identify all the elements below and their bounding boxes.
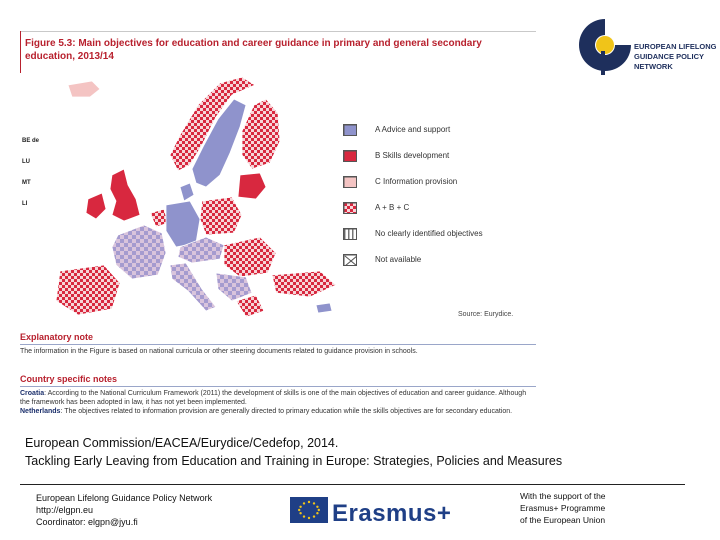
map-region-iceland [68, 81, 100, 97]
footer-divider [20, 484, 685, 485]
country-label-netherlands: Netherlands [20, 408, 61, 415]
map-region-germany [166, 201, 200, 247]
legend-swatch-information [343, 176, 357, 188]
section-divider [20, 386, 536, 387]
country-notes-text [20, 389, 536, 416]
legend-item [343, 176, 533, 202]
legend-item [343, 124, 533, 150]
map-region-cyprus [316, 303, 332, 313]
elgpn-logo-text [634, 42, 720, 72]
map-inset-labels [22, 138, 44, 222]
footer-url-link[interactable]: http://elgpn.eu [36, 505, 94, 515]
legend-label: C Information provision [375, 177, 458, 186]
citation-line: Tackling Early Leaving from Education and Training in Europe: Strategies, Policies and Measures [25, 454, 563, 468]
inset-label: BE de [22, 138, 40, 144]
inset-label: MT [22, 180, 31, 186]
support-line: Erasmus+ Programme [520, 503, 606, 513]
map-region-iberia [56, 265, 120, 315]
country-note-croatia: : According to the National Curriculum Framework (2011) the development of skills is one of the main objectives of education and career guidance. Although the framework has been adopted in law, it has not yet been implemented. [20, 390, 527, 406]
country-notes-heading: Country specific notes [20, 374, 118, 384]
footer-org-info [36, 492, 212, 528]
figure-title: Figure 5.3: Main objectives for education and career guidance in primary and general secondary education, 2013/14 [25, 38, 482, 62]
citation [25, 434, 705, 470]
map-region-italy [170, 263, 216, 311]
legend-swatch-advice [343, 124, 357, 136]
footer-org-name: European Lifelong Guidance Policy Network [36, 493, 213, 503]
title-accent-bar [20, 31, 21, 73]
elgpn-logo-icon [575, 15, 635, 82]
footer-coordinator: Coordinator: elgpn@jyu.fi [36, 517, 138, 527]
map-region-greece [236, 295, 264, 317]
figure-source: Source: Eurydice. [458, 311, 514, 318]
country-label-croatia: Croatia [20, 390, 45, 397]
eu-flag-icon [290, 497, 328, 528]
map-legend [343, 124, 533, 280]
map-region-france [112, 225, 166, 279]
legend-swatch-none [343, 228, 357, 240]
legend-item [343, 254, 533, 280]
support-line: With the support of the [520, 491, 606, 501]
map-region-denmark [180, 183, 194, 201]
support-line: of the European Union [520, 515, 606, 525]
logo-line: GUIDANCE POLICY [634, 52, 705, 61]
legend-label: B Skills development [375, 151, 450, 160]
legend-swatch-not-available [343, 254, 357, 266]
legend-label: No clearly identified objectives [375, 229, 483, 238]
logo-line: NETWORK [634, 62, 673, 71]
erasmus-logo-text: Erasmus+ [332, 500, 452, 527]
section-divider [20, 344, 536, 345]
inset-label: LU [22, 159, 30, 165]
legend-swatch-combined [343, 202, 357, 214]
legend-label: A Advice and support [375, 125, 451, 134]
country-note-netherlands: : The objectives related to information provision are generally directed to primary education while the skills objectives are for secondary education. [60, 408, 513, 415]
map-region-balkans [216, 273, 252, 301]
europe-map [20, 75, 350, 320]
footer-support-text [520, 490, 606, 526]
explanatory-note-heading: Explanatory note [20, 332, 94, 342]
legend-item [343, 150, 533, 176]
map-region-baltics [238, 173, 266, 199]
map-region-southeast [224, 237, 276, 277]
map-region-benelux [150, 209, 168, 227]
inset-label: LI [22, 201, 28, 207]
legend-swatch-skills [343, 150, 357, 162]
legend-item [343, 228, 533, 254]
explanatory-note-text: The information in the Figure is based on national curricula or other steering documents related to guidance provision in schools. [20, 348, 418, 355]
legend-label: A + B + C [375, 203, 410, 212]
map-region-finland [242, 99, 280, 169]
logo-line: EUROPEAN LIFELONG [634, 42, 717, 51]
map-region-uk [110, 169, 140, 221]
map-region-poland [200, 197, 242, 235]
map-region-ireland [86, 193, 106, 219]
title-divider [20, 31, 536, 32]
legend-label: Not available [375, 255, 422, 264]
map-region-turkey [272, 271, 336, 297]
legend-item [343, 202, 533, 228]
citation-line: European Commission/EACEA/Eurydice/Cedefop, 2014. [25, 436, 339, 450]
